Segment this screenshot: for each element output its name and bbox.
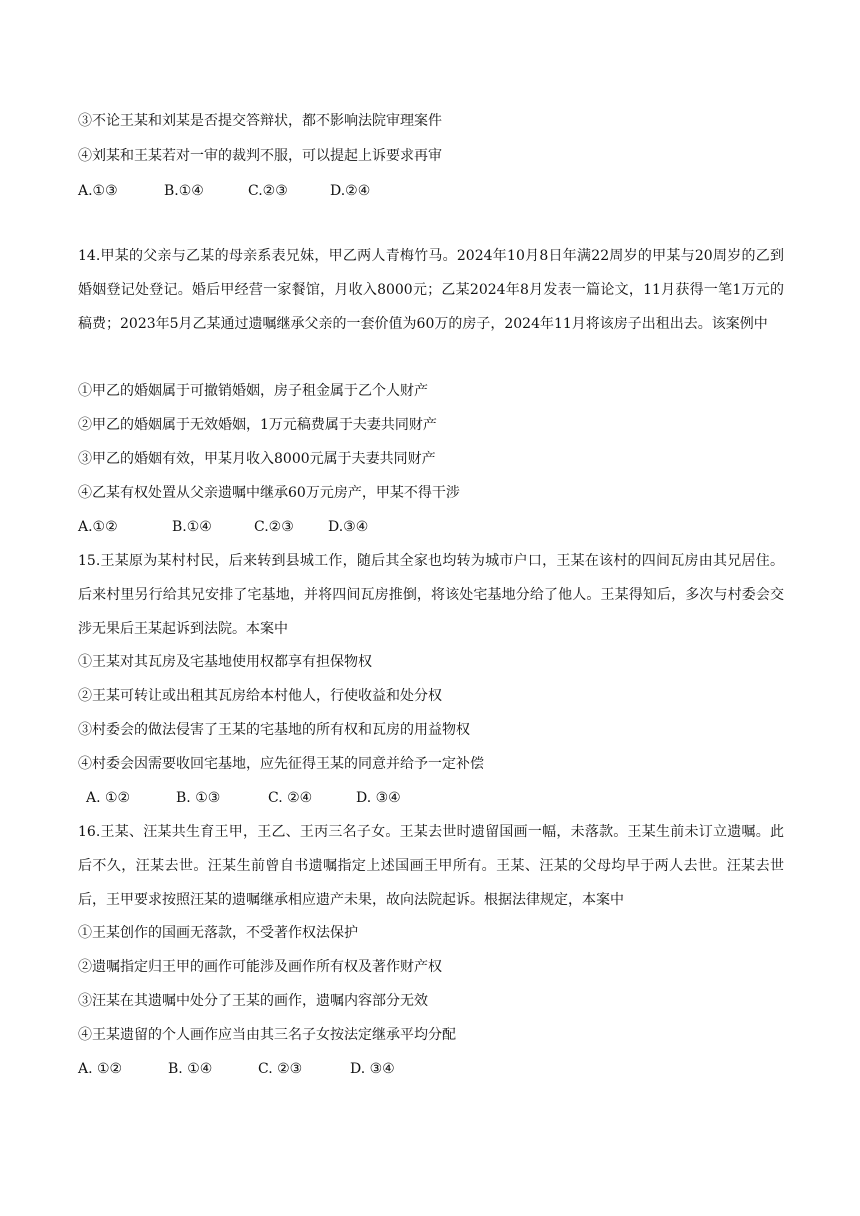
- q16-option-1: ①王某创作的国画无落款，不受著作权法保护: [78, 925, 358, 941]
- q15-option-2: ②王某可转让或出租其瓦房给本村他人，行使收益和处分权: [78, 688, 442, 704]
- q15-answer-choices: [86, 788, 401, 808]
- q16-option-4: ④王某遗留的个人画作应当由其三名子女按法定继承平均分配: [78, 1027, 456, 1043]
- q14-stem: 14.甲某的父亲与乙某的母亲系表兄妹，甲乙两人青梅竹马。2024年10月8日年满22周岁的甲某与20周岁的乙到婚姻登记处登记。婚后甲经营一家餐馆，月收入8000元；乙某2024年8月发表一篇论文，11月获得一笔1万元的稿费；2023年5月乙某通过遗嘱继承父亲的一套价值为60万的房子，2024年11月将该房子出租出去。该案例中: [78, 248, 784, 332]
- q15-choice-a: A. ①②: [86, 790, 131, 806]
- q16-choice-c: C. ②③: [258, 1061, 303, 1077]
- q16-answer-choices: [78, 1059, 395, 1079]
- q16-option-2: ②遗嘱指定归王甲的画作可能涉及画作所有权及著作财产权: [78, 959, 442, 975]
- q15-option-4: ④村委会因需要收回宅基地，应先征得王某的同意并给予一定补偿: [78, 756, 484, 772]
- q14-answer-choices: [78, 517, 368, 537]
- q14-option-3: ③甲乙的婚姻有效，甲某月收入8000元属于夫妻共同财产: [78, 451, 436, 467]
- q15-option-1: ①王某对其瓦房及宅基地使用权都享有担保物权: [78, 654, 372, 670]
- q14-option-2: ②甲乙的婚姻属于无效婚姻，1万元稿费属于夫妻共同财产: [78, 417, 437, 433]
- q14-option-1: ①甲乙的婚姻属于可撤销婚姻，房子租金属于乙个人财产: [78, 383, 428, 399]
- q15-option-3: ③村委会的做法侵害了王某的宅基地的所有权和瓦房的用益物权: [78, 722, 470, 738]
- q13-option-3: ③不论王某和刘某是否提交答辩状，都不影响法院审理案件: [78, 113, 442, 129]
- q15-choice-b: B. ①③: [176, 790, 221, 806]
- q13-choice-c: C.②③: [248, 183, 288, 199]
- q14-choice-d: D.③④: [328, 519, 369, 535]
- q14-option-4: ④乙某有权处置从父亲遗嘱中继承60万元房产，甲某不得干涉: [78, 485, 460, 501]
- q13-option-4: ④刘某和王某若对一审的裁判不服，可以提起上诉要求再审: [78, 148, 442, 164]
- q13-choice-a: A.①③: [78, 183, 118, 199]
- q14-choice-a: A.①②: [78, 519, 118, 535]
- q16-option-3: ③汪某在其遗嘱中处分了王某的画作，遗嘱内容部分无效: [78, 993, 428, 1009]
- q15-choice-d: D. ③④: [356, 790, 401, 806]
- q16-choice-b: B. ①④: [168, 1061, 213, 1077]
- q15-choice-c: C. ②④: [268, 790, 313, 806]
- q15-stem: 15.王某原为某村村民，后来转到县城工作，随后其全家也均转为城市户口，王某在该村的四间瓦房由其兄居住。后来村里另行给其兄安排了宅基地，并将四间瓦房推倒，将该处宅基地分给了他人。王某得知后，多次与村委会交涉无果后王某起诉到法院。本案中: [78, 553, 784, 637]
- q16-choice-d: D. ③④: [350, 1061, 395, 1077]
- q14-choice-c: C.②③: [254, 519, 294, 535]
- q13-answer-choices: [78, 181, 370, 201]
- q13-choice-b: B.①④: [164, 183, 204, 199]
- q16-stem: 16.王某、汪某共生育王甲，王乙、王丙三名子女。王某去世时遗留国画一幅，未落款。王某生前未订立遗嘱。此后不久，汪某去世。汪某生前曾自书遗嘱指定上述国画王甲所有。王某、汪某的父母均早于两人去世。汪某去世后，王甲要求按照汪某的遗嘱继承相应遗产未果，故向法院起诉。根据法律规定，本案中: [78, 824, 784, 908]
- q13-choice-d: D.②④: [330, 183, 371, 199]
- q14-choice-b: B.①④: [172, 519, 212, 535]
- q16-choice-a: A. ①②: [78, 1061, 123, 1077]
